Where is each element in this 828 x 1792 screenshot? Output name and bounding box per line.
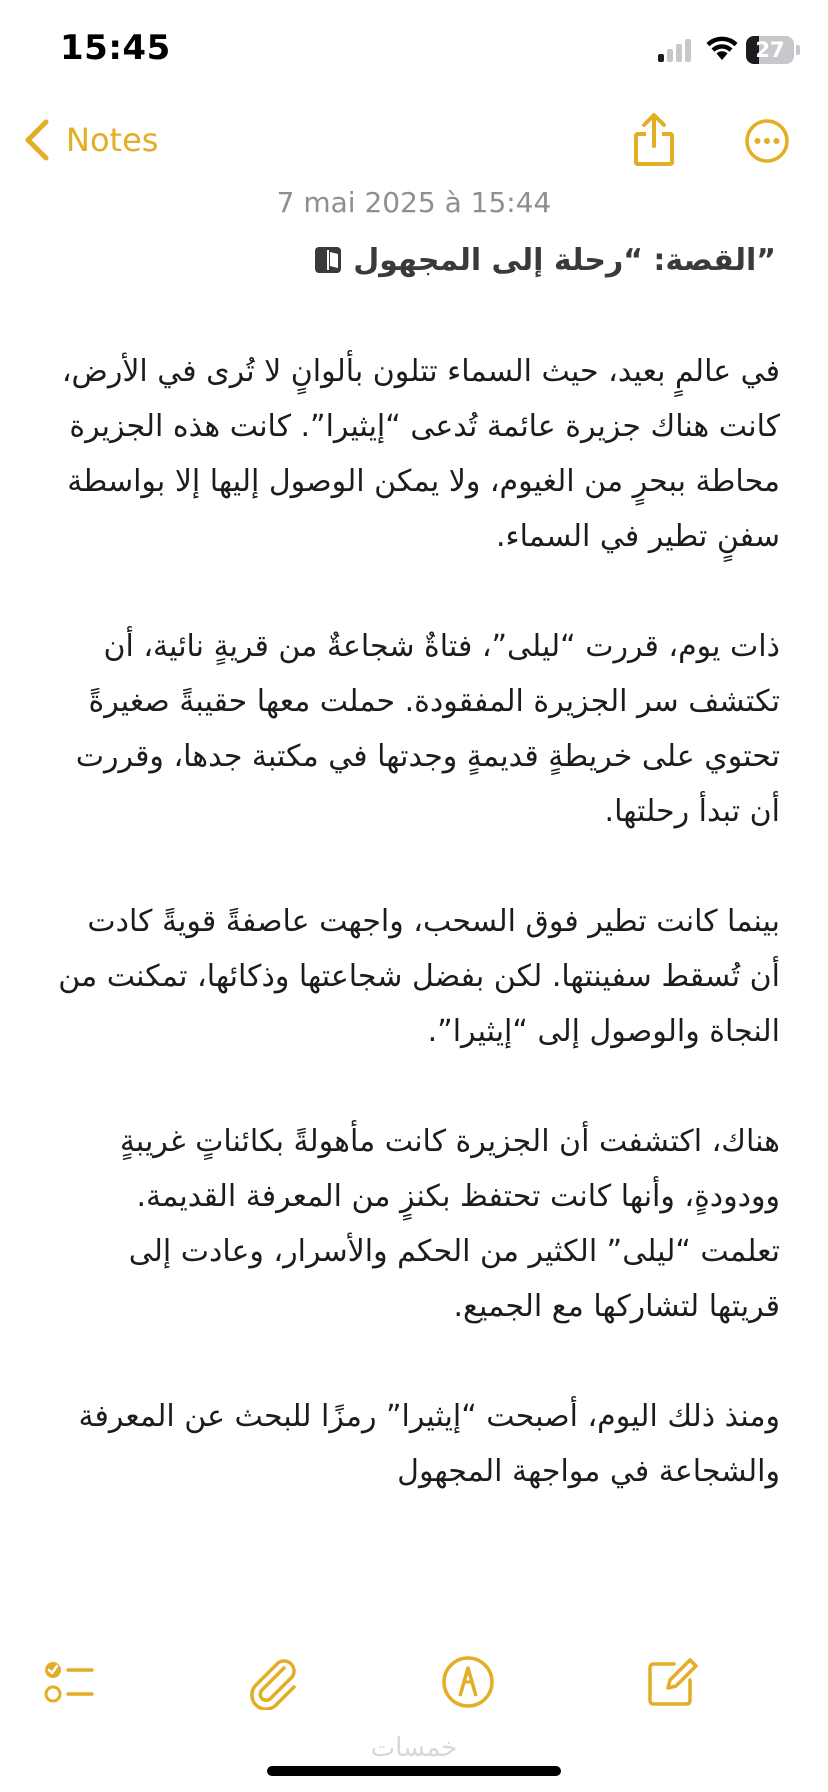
wifi-icon <box>705 34 739 62</box>
note-paragraph-1[interactable]: في عالمٍ بعيد، حيث السماء تتلون بألوانٍ لا تُرى في الأرض، كانت هناك جزيرة عائمة تُدعى “إيثيرا”. كانت هذه الجزيرة محاطة ببحرٍ من الغيوم، ولا يمكن الوصول إليها إلا بواسطة سفنٍ تطير في السماء. <box>61 354 780 554</box>
paperclip-icon[interactable] <box>246 1654 302 1710</box>
note-title-row[interactable] <box>52 236 776 284</box>
back-button[interactable] <box>22 114 158 166</box>
share-icon[interactable] <box>630 112 678 168</box>
note-paragraph-4[interactable]: هناك، اكتشفت أن الجزيرة كانت مأهولةً بكائناتٍ غريبةٍ وودودةٍ، وأنها كانت تحتفظ بكنزٍ من المعرفة القديمة. تعلمت “ليلى” الكثير من الحكم والأسرار، وعادت إلى قريتها لتشاركها مع الجميع. <box>119 1124 780 1324</box>
home-indicator[interactable] <box>267 1766 561 1776</box>
note-paragraph-2[interactable]: ذات يوم، قررت “ليلى”، فتاةٌ شجاعةٌ من قريةٍ نائية، أن تكتشف سر الجزيرة المفقودة. حملت معها حقيبةً صغيرةً تحتوي على خريطةٍ قديمةٍ وجدتها في مكتبة جدها، وقررت أن تبدأ رحلتها. <box>75 629 780 829</box>
battery-cap <box>796 45 800 55</box>
compose-icon[interactable] <box>644 1654 700 1710</box>
status-bar <box>0 0 828 100</box>
note-paragraph-5[interactable]: ومنذ ذلك اليوم، أصبحت “إيثيرا” رمزًا للبحث عن المعرفة والشجاعة في مواجهة المجهول <box>78 1399 780 1489</box>
battery-level: 27 <box>755 38 785 62</box>
markup-pen-icon[interactable] <box>440 1654 496 1710</box>
note-paragraph-3[interactable]: بينما كانت تطير فوق السحب، واجهت عاصفةً قويةً كادت أن تُسقط سفينتها. لكن بفضل شجاعتها وذكائها، تمكنت من النجاة والوصول إلى “إيثيرا”. <box>58 904 780 1049</box>
bottom-toolbar <box>0 1650 828 1720</box>
status-time: 15:45 <box>60 28 171 68</box>
back-label: Notes <box>66 121 159 159</box>
checklist-icon[interactable] <box>40 1654 96 1710</box>
watermark: خمسات <box>370 1733 458 1763</box>
cellular-signal-icon <box>658 38 694 62</box>
book-icon <box>313 245 343 275</box>
note-title[interactable]: ”القصة: “رحلة إلى المجهول <box>353 242 776 278</box>
note-body[interactable] <box>52 344 780 1554</box>
chevron-left-icon <box>22 118 52 162</box>
note-date: 7 mai 2025 à 15:44 <box>276 186 552 219</box>
battery-icon <box>746 36 794 64</box>
nav-bar <box>0 100 828 180</box>
ellipsis-circle-icon[interactable] <box>744 118 790 164</box>
